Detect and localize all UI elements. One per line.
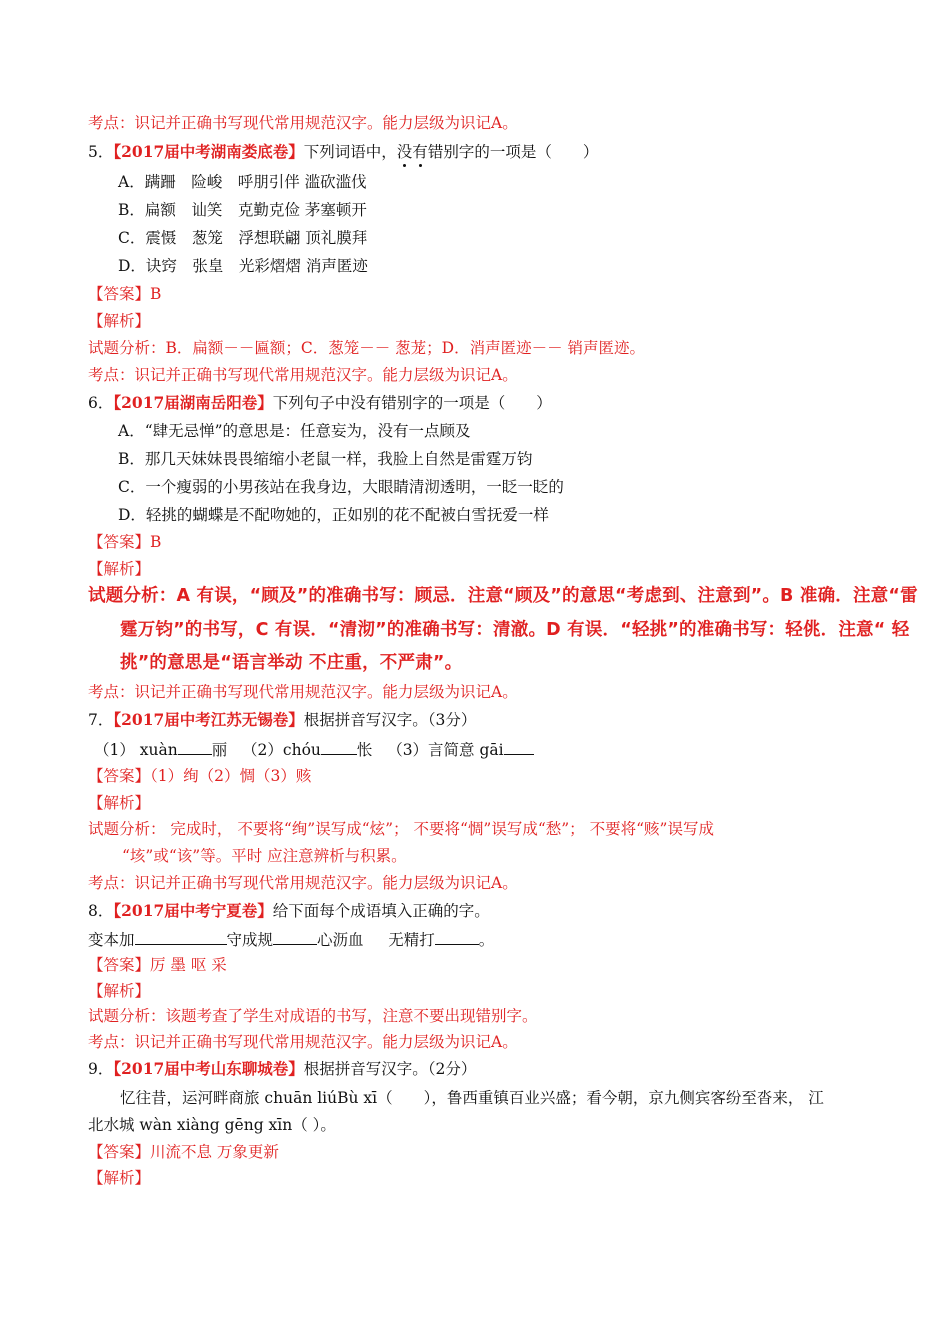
question-source: 【2017届中考江苏无锡卷】: [113, 710, 304, 729]
question-number: 8．: [88, 902, 114, 920]
analysis-line: 试题分析：A 有误，“顾及”的准确书写：顾忌．注意“顾及”的意思“考虑到、注意到”。B 准确．注意“雷: [88, 586, 918, 606]
question-5-stem: [88, 142, 598, 162]
question-number: 6．: [88, 394, 114, 412]
pinyin-1: （1） xuàn: [94, 741, 178, 759]
stem-text: 根据拼音写汉字。（3分）: [303, 711, 477, 729]
stem-text: 下列句子中没有错别字的一项是（ ）: [272, 394, 552, 412]
question-number: 9．: [88, 1060, 114, 1078]
option-d: D．轻挑的蝴蝶是不配吻她的，正如别的花不配被白雪抚爱一样: [118, 506, 549, 524]
question-number: 5．: [88, 143, 114, 161]
passage-line: 忆往昔，运河畔商旅 chuān liúBù xī（ ），鲁西重镇百业兴盛；看今朝，京九侧宾客纷至沓来， 江: [120, 1089, 824, 1107]
analysis-line: 挑”的意思是“语言举动 不庄重，不严肃”。: [120, 653, 463, 673]
kaodian-line: 考点：识记并正确书写现代常用规范汉字。能力层级为识记A。: [88, 366, 518, 384]
question-source: 【2017届中考宁夏卷】: [113, 901, 273, 920]
kaodian-line: 考点：识记并正确书写现代常用规范汉字。能力层级为识记A。: [88, 114, 518, 132]
jiexi-label: 【解析】: [88, 560, 151, 578]
option-a: A．“肆无忌惮”的意思是：任意妄为，没有一点顾及: [118, 422, 471, 440]
pinyin-prompts: [94, 739, 534, 760]
answer-line: 【答案】川流不息 万象更新: [88, 1143, 279, 1161]
emphasis-char: 没: [396, 143, 413, 161]
idiom-2: 守成规: [226, 931, 274, 949]
stem-text: 错别字的一项是（ ）: [427, 143, 599, 161]
blank: [435, 929, 479, 945]
kaodian-line: 考点：识记并正确书写现代常用规范汉字。能力层级为识记A。: [88, 1033, 518, 1051]
pinyin-2: （2）chóu: [242, 741, 321, 759]
blank: [135, 929, 227, 945]
question-number: 7．: [88, 711, 114, 729]
option-d: D．诀窍 张皇 光彩熠熠 消声匿迹: [118, 257, 368, 275]
kaodian-line: 考点：识记并正确书写现代常用规范汉字。能力层级为识记A。: [88, 683, 518, 701]
jiexi-label: 【解析】: [88, 794, 151, 812]
idiom-4: 无精打: [388, 931, 435, 949]
question-7-stem: [88, 710, 476, 730]
pinyin-1-tail: 丽: [211, 741, 228, 759]
answer-line: 【答案】厉 墨 呕 采: [88, 956, 227, 974]
analysis-line: 试题分析：B．扁额－－匾额；C．葱笼－－ 葱茏；D．消声匿迹－－ 销声匿迹。: [88, 339, 646, 357]
analysis-line: 霆万钧”的书写，C 有误．“清沏”的准确书写：清澈。D 有误．“轻挑”的准确书写：轻佻．注意“ 轻: [120, 620, 910, 640]
option-c: C．震慑 葱笼 浮想联翩 顶礼膜拜: [118, 229, 368, 247]
analysis-line: “垓”或“该”等。平时 应注意辨析与积累。: [122, 847, 407, 865]
question-source: 【2017届湖南岳阳卷】: [113, 393, 273, 412]
analysis-line: 试题分析： 完成时， 不要将“绚”误写成“炫”； 不要将“惆”误写成“愁”； 不要将“赅”误写成: [88, 820, 714, 838]
jiexi-label: 【解析】: [88, 982, 151, 1000]
stem-text: 根据拼音写汉字。（2分）: [303, 1060, 477, 1078]
answer-line: 【答案】B: [88, 285, 162, 303]
emphasis-char: 有: [412, 143, 428, 161]
blank: [178, 739, 212, 755]
option-b: B．那几天妹妹畏畏缩缩小老鼠一样，我脸上自然是雷霆万钧: [118, 450, 533, 468]
pinyin-3: （3）言简意 gāi: [387, 741, 504, 759]
idiom-blanks: [88, 929, 494, 950]
stem-text: 下列词语中，: [303, 143, 397, 161]
question-source: 【2017届中考山东聊城卷】: [113, 1059, 304, 1078]
idiom-1: 变本加: [88, 931, 135, 949]
analysis-line: 试题分析：该题考查了学生对成语的书写，注意不要出现错别字。: [88, 1007, 538, 1025]
answer-line: 【答案】（1）绚（2）惆（3）赅: [88, 767, 312, 785]
passage-line: 北水城 wàn xiàng gēng xīn（ ）。: [88, 1116, 336, 1134]
pinyin-2-tail: 怅: [356, 741, 373, 759]
blank: [504, 739, 534, 755]
question-source: 【2017届中考湖南娄底卷】: [113, 142, 304, 161]
idiom-end: 。: [478, 931, 495, 949]
question-8-stem: [88, 901, 490, 921]
blank: [321, 739, 357, 755]
answer-line: 【答案】B: [88, 533, 162, 551]
option-b: B．扁额 讪笑 克勤克俭 茅塞顿开: [118, 201, 367, 219]
jiexi-label: 【解析】: [88, 312, 151, 330]
blank: [273, 929, 317, 945]
question-9-stem: [88, 1059, 476, 1079]
question-6-stem: [88, 393, 552, 413]
option-a: A．蹒跚 险峻 呼朋引伴 滥砍滥伐: [118, 173, 367, 191]
jiexi-label: 【解析】: [88, 1169, 151, 1187]
kaodian-line: 考点：识记并正确书写现代常用规范汉字。能力层级为识记A。: [88, 874, 518, 892]
option-c: C．一个瘦弱的小男孩站在我身边，大眼睛清沏透明，一眨一眨的: [118, 478, 564, 496]
idiom-3: 心沥血: [317, 931, 364, 949]
stem-text: 给下面每个成语填入正确的字。: [272, 902, 490, 920]
